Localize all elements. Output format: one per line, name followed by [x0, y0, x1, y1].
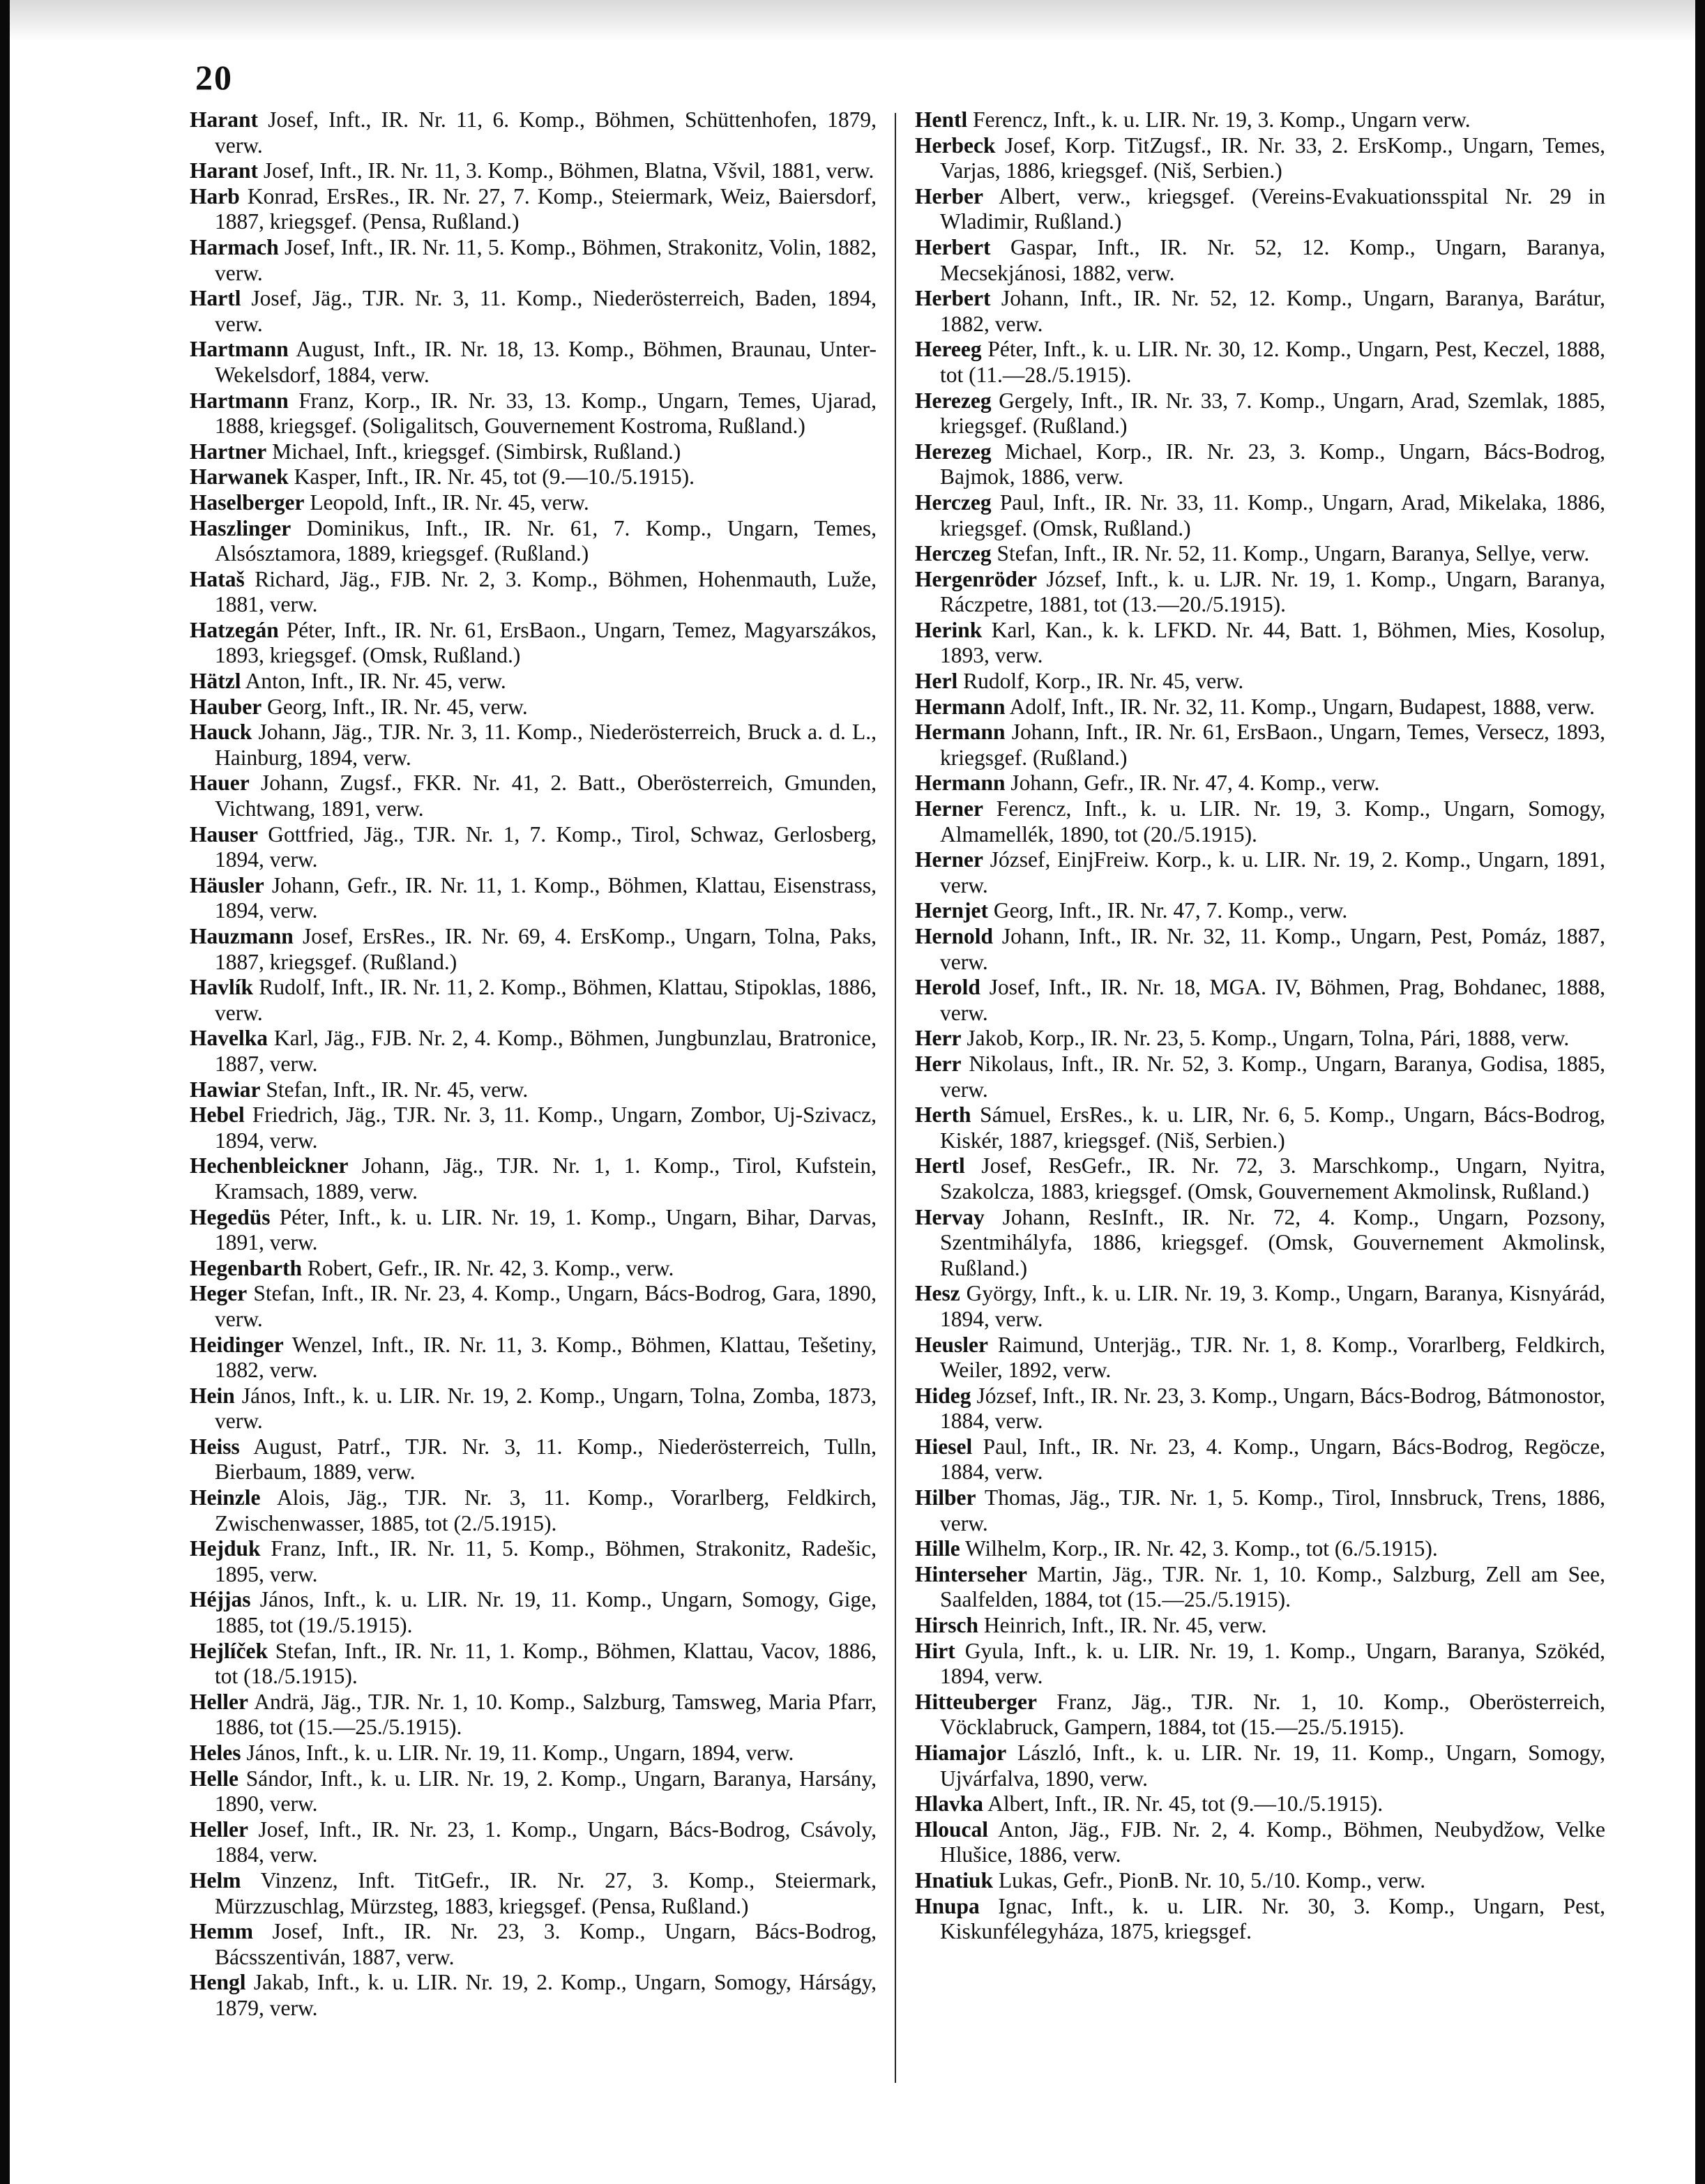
entry-details: Josef, Inft., IR. Nr. 23, 3. Komp., Ungarn, Bács-Bodrog, Bácsszentiván, 1887, verw.	[215, 1919, 877, 1969]
casualty-entry	[190, 1077, 877, 1103]
entry-surname: Hengl	[190, 1970, 246, 1995]
entry-surname: Hiesel	[915, 1434, 973, 1459]
entry-surname: Herezeg	[915, 439, 992, 464]
entry-surname: Hiamajor	[915, 1741, 1007, 1765]
entry-surname: Herczeg	[915, 541, 992, 566]
entry-surname: Herbert	[915, 286, 991, 311]
casualty-entry	[915, 337, 1605, 388]
entry-surname: Hergenröder	[915, 566, 1037, 591]
entry-details: Thomas, Jäg., TJR. Nr. 1, 5. Komp., Tirol, Innsbruck, Trens, 1886, verw.	[940, 1485, 1605, 1535]
casualty-entry	[190, 1587, 877, 1638]
entry-surname: Havlík	[190, 975, 254, 1000]
casualty-entry	[915, 1485, 1605, 1536]
casualty-entry	[190, 1919, 877, 1970]
casualty-entry	[915, 1102, 1605, 1153]
entry-surname: Hartmann	[190, 337, 289, 362]
entry-surname: Hegenbarth	[190, 1255, 302, 1280]
entry-surname: Hinterseher	[915, 1561, 1027, 1586]
entry-details: Rudolf, Inft., IR. Nr. 11, 2. Komp., Böhmen, Klattau, Stipoklas, 1886, verw.	[215, 975, 877, 1025]
casualty-entry	[190, 1102, 877, 1153]
entry-details: Franz, Inft., IR. Nr. 11, 5. Komp., Böhmen, Strakonitz, Radešic, 1895, verw.	[215, 1536, 877, 1586]
entry-details: Richard, Jäg., FJB. Nr. 2, 3. Komp., Böhmen, Hohenmauth, Luže, 1881, verw.	[215, 566, 877, 617]
entry-surname: Hertl	[915, 1153, 965, 1178]
entry-surname: Hnupa	[915, 1893, 980, 1918]
entry-details: Georg, Inft., IR. Nr. 45, verw.	[262, 694, 528, 719]
entry-details: Michael, Inft., kriegsgef. (Simbirsk, Rußland.)	[266, 439, 681, 464]
casualty-entry	[915, 771, 1605, 796]
entry-surname: Hartmann	[190, 388, 289, 413]
entry-surname: Hermann	[915, 694, 1006, 719]
entry-surname: Harmach	[190, 234, 279, 259]
entry-details: László, Inft., k. u. LIR. Nr. 19, 11. Komp., Ungarn, Somogy, Ujvárfalva, 1890, verw.	[940, 1741, 1605, 1791]
casualty-entry	[915, 924, 1605, 975]
casualty-entry	[190, 771, 877, 821]
casualty-entry	[190, 107, 877, 158]
casualty-entry	[190, 158, 877, 184]
casualty-entry	[190, 184, 877, 235]
entry-details: Wenzel, Inft., IR. Nr. 11, 3. Komp., Böhmen, Klattau, Tešetiny, 1882, verw.	[215, 1332, 877, 1383]
casualty-entry	[190, 1153, 877, 1204]
casualty-entry	[190, 975, 877, 1026]
right-column	[915, 107, 1605, 1945]
casualty-entry	[915, 898, 1605, 924]
entry-surname: Herold	[915, 975, 980, 1000]
casualty-entry	[190, 1205, 877, 1256]
entry-surname: Hauck	[190, 720, 252, 745]
casualty-entry	[915, 439, 1605, 490]
casualty-entry	[190, 1434, 877, 1485]
casualty-entry	[190, 516, 877, 567]
casualty-entry	[190, 1741, 877, 1766]
entry-surname: Heiss	[190, 1434, 240, 1459]
entry-details: Lukas, Gefr., PionB. Nr. 10, 5./10. Komp., verw.	[993, 1867, 1426, 1893]
entry-surname: Heidinger	[190, 1332, 284, 1357]
entry-details: János, Inft., k. u. LIR. Nr. 19, 2. Komp., Ungarn, Tolna, Zomba, 1873, verw.	[215, 1383, 877, 1434]
entry-details: József, Inft., IR. Nr. 23, 3. Komp., Ungarn, Bács-Bodrog, Bátmonostor, 1884, verw.	[940, 1383, 1605, 1434]
casualty-entry	[190, 235, 877, 286]
entry-surname: Helm	[190, 1867, 241, 1893]
casualty-entry	[915, 184, 1605, 235]
entry-details: Péter, Inft., k. u. LIR. Nr. 30, 12. Komp., Ungarn, Pest, Keczel, 1888, tot (11.—28./5.1915).	[940, 337, 1605, 387]
entry-details: August, Patrf., TJR. Nr. 3, 11. Komp., Niederösterreich, Tulln, Bierbaum, 1889, verw.	[215, 1434, 877, 1485]
entry-details: Paul, Inft., IR. Nr. 23, 4. Komp., Ungarn, Bács-Bodrog, Regöcze, 1884, verw.	[940, 1434, 1605, 1485]
entry-details: Paul, Inft., IR. Nr. 33, 11. Komp., Ungarn, Arad, Mikelaka, 1886, kriegsgef. (Omsk, Rußland.)	[940, 490, 1605, 540]
entry-details: Johann, Jäg., TJR. Nr. 3, 11. Komp., Niederösterreich, Bruck a. d. L., Hainburg, 1894, verw.	[215, 720, 877, 770]
entry-surname: Harwanek	[190, 464, 289, 490]
casualty-entry	[915, 796, 1605, 847]
entry-details: Heinrich, Inft., IR. Nr. 45, verw.	[978, 1613, 1267, 1638]
entry-details: Robert, Gefr., IR. Nr. 42, 3. Komp., verw.	[302, 1255, 674, 1280]
entry-details: Karl, Kan., k. k. LFKD. Nr. 44, Batt. 1, Böhmen, Mies, Kosolup, 1893, verw.	[940, 617, 1605, 668]
entry-surname: Helle	[190, 1766, 238, 1791]
casualty-entry	[190, 1970, 877, 2021]
casualty-entry	[915, 1562, 1605, 1613]
entry-surname: Hätzl	[190, 669, 241, 694]
entry-surname: Hauzmann	[190, 924, 294, 948]
entry-surname: Heller	[190, 1817, 248, 1842]
casualty-entry	[190, 1256, 877, 1282]
entry-details: Jakob, Korp., IR. Nr. 23, 5. Komp., Ungarn, Tolna, Pári, 1888, verw.	[961, 1026, 1570, 1051]
casualty-entry	[190, 618, 877, 669]
entry-surname: Herr	[915, 1051, 962, 1076]
entry-surname: Hein	[190, 1383, 235, 1408]
entry-details: János, Inft., k. u. LIR. Nr. 19, 11. Komp., Ungarn, Somogy, Gige, 1885, tot (19./5.1915).	[215, 1587, 877, 1638]
casualty-entry	[915, 1026, 1605, 1052]
casualty-entry	[915, 1383, 1605, 1434]
entry-details: Johann, Inft., IR. Nr. 32, 11. Komp., Ungarn, Pest, Pomáz, 1887, verw.	[940, 924, 1605, 974]
entry-details: Ignac, Inft., k. u. LIR. Nr. 30, 3. Komp., Ungarn, Pest, Kiskunfélegyháza, 1875, kriegsgef.	[940, 1893, 1605, 1944]
entry-surname: Herber	[915, 183, 983, 208]
entry-surname: Hartner	[190, 439, 267, 464]
entry-details: Stefan, Inft., IR. Nr. 52, 11. Komp., Ungarn, Baranya, Sellye, verw.	[991, 541, 1590, 566]
page-number: 20	[195, 58, 233, 97]
entry-surname: Hejlíček	[190, 1638, 268, 1663]
entry-details: Wilhelm, Korp., IR. Nr. 42, 3. Komp., tot (6./5.1915).	[960, 1536, 1438, 1561]
scan-edge-left	[0, 0, 10, 2184]
entry-details: Gergely, Inft., IR. Nr. 33, 7. Komp., Ungarn, Arad, Szemlak, 1885, kriegsgef. (Rußland.)	[940, 388, 1605, 439]
entry-surname: Hentl	[915, 107, 968, 132]
entry-details: Péter, Inft., IR. Nr. 61, ErsBaon., Ungarn, Temez, Magyarszákos, 1893, kriegsgef. (Omsk, Rußland.)	[215, 617, 877, 668]
entry-surname: Herczeg	[915, 490, 992, 515]
entry-details: Johann, Gefr., IR. Nr. 11, 1. Komp., Böhmen, Klattau, Eisenstrass, 1894, verw.	[215, 872, 877, 923]
entry-surname: Herbeck	[915, 132, 996, 158]
entry-details: Johann, Zugsf., FKR. Nr. 41, 2. Batt., Oberösterreich, Gmunden, Vichtwang, 1891, verw.	[215, 771, 877, 821]
entry-surname: Hirsch	[915, 1613, 978, 1638]
casualty-entry	[915, 720, 1605, 771]
casualty-entry	[190, 388, 877, 439]
entry-surname: Héjjas	[190, 1587, 251, 1612]
entry-surname: Hataš	[190, 566, 245, 591]
entry-details: Karl, Jäg., FJB. Nr. 2, 4. Komp., Böhmen, Jungbunzlau, Bratronice, 1887, verw.	[215, 1026, 877, 1076]
casualty-entry	[190, 669, 877, 695]
entry-surname: Herink	[915, 617, 983, 642]
casualty-entry	[190, 873, 877, 924]
casualty-entry	[915, 1153, 1605, 1204]
entry-surname: Herth	[915, 1102, 971, 1128]
casualty-entry	[915, 235, 1605, 286]
entry-surname: Heinzle	[190, 1485, 261, 1510]
entry-surname: Hirt	[915, 1638, 955, 1663]
entry-details: Sándor, Inft., k. u. LIR. Nr. 19, 2. Komp., Ungarn, Baranya, Harsány, 1890, verw.	[215, 1766, 877, 1817]
casualty-entry	[190, 720, 877, 771]
entry-surname: Havelka	[190, 1026, 268, 1051]
casualty-entry	[915, 490, 1605, 541]
casualty-entry	[190, 924, 877, 975]
casualty-entry	[915, 1690, 1605, 1741]
entry-surname: Heger	[190, 1281, 248, 1306]
entry-details: Gyula, Inft., k. u. LIR. Nr. 19, 1. Komp., Ungarn, Baranya, Szökéd, 1894, verw.	[940, 1638, 1605, 1689]
entry-details: Josef, Jäg., TJR. Nr. 3, 11. Komp., Niederösterreich, Baden, 1894, verw.	[215, 286, 877, 336]
entry-surname: Hlavka	[915, 1791, 984, 1817]
entry-surname: Herezeg	[915, 388, 992, 413]
casualty-entry	[190, 286, 877, 337]
entry-surname: Hebel	[190, 1102, 245, 1128]
entry-details: Alois, Jäg., TJR. Nr. 3, 11. Komp., Vorarlberg, Feldkirch, Zwischenwasser, 1885, tot (2./5.1915).	[215, 1485, 877, 1535]
left-column	[190, 107, 877, 2022]
entry-surname: Haszlinger	[190, 515, 291, 540]
entry-details: Josef, Inft., IR. Nr. 11, 3. Komp., Böhmen, Blatna, Všvil, 1881, verw.	[258, 158, 874, 183]
entry-details: Albert, Inft., IR. Nr. 45, tot (9.—10./5.1915).	[983, 1791, 1384, 1817]
casualty-entry	[915, 1205, 1605, 1282]
casualty-entry	[915, 107, 1605, 133]
casualty-entry	[915, 1894, 1605, 1945]
entry-details: Franz, Jäg., TJR. Nr. 1, 10. Komp., Oberösterreich, Vöcklabruck, Gampern, 1884, tot (15.—25./5.1915).	[940, 1689, 1605, 1740]
entry-surname: Hauser	[190, 821, 258, 847]
entry-details: Andrä, Jäg., TJR. Nr. 1, 10. Komp., Salzburg, Tamsweg, Maria Pfarr, 1886, tot (15.—25./5.1915).	[215, 1689, 877, 1740]
entry-surname: Hawiar	[190, 1077, 261, 1102]
entry-surname: Harant	[190, 158, 258, 183]
entry-details: Rudolf, Korp., IR. Nr. 45, verw.	[957, 669, 1244, 694]
entry-details: Ferencz, Inft., k. u. LIR. Nr. 19, 3. Komp., Ungarn, Somogy, Almamellék, 1890, tot (20./5.1915).	[940, 796, 1605, 847]
entry-surname: Hervay	[915, 1204, 985, 1229]
casualty-entry	[915, 1741, 1605, 1791]
entry-surname: Herner	[915, 796, 983, 821]
entry-surname: Herner	[915, 847, 983, 872]
entry-details: Vinzenz, Inft. TitGefr., IR. Nr. 27, 3. Komp., Steiermark, Mürzzuschlag, Mürzsteg, 1883, kriegsgef. (Pensa, Rußland.)	[215, 1867, 877, 1918]
entry-details: Josef, Inft., IR. Nr. 18, MGA. IV, Böhmen, Prag, Bohdanec, 1888, verw.	[940, 975, 1605, 1025]
casualty-entry	[190, 567, 877, 618]
entry-details: Franz, Korp., IR. Nr. 33, 13. Komp., Ungarn, Temes, Ujarad, 1888, kriegsgef. (Soligalitsch, Gouvernement Kostroma, Rußland.)	[215, 388, 877, 439]
entry-details: August, Inft., IR. Nr. 18, 13. Komp., Böhmen, Braunau, Unter-Wekelsdorf, 1884, verw.	[215, 337, 877, 387]
entry-details: Anton, Inft., IR. Nr. 45, verw.	[241, 669, 506, 694]
casualty-entry	[915, 669, 1605, 695]
entry-surname: Hermann	[915, 771, 1006, 796]
casualty-entry	[190, 1766, 877, 1817]
casualty-entry	[915, 133, 1605, 184]
casualty-entry	[190, 1817, 877, 1868]
entry-surname: Hauber	[190, 694, 262, 719]
entry-details: Gaspar, Inft., IR. Nr. 52, 12. Komp., Ungarn, Baranya, Mecsekjánosi, 1882, verw.	[940, 234, 1605, 285]
scan-top-shade	[10, 0, 1695, 42]
entry-details: György, Inft., k. u. LIR. Nr. 19, 3. Komp., Ungarn, Baranya, Kisnyárád, 1894, verw.	[940, 1281, 1605, 1331]
entry-details: Albert, verw., kriegsgef. (Vereins-Evakuationsspital Nr. 29 in Wladimir, Rußland.)	[940, 183, 1605, 234]
casualty-entry	[190, 822, 877, 873]
casualty-entry	[915, 1434, 1605, 1485]
entry-surname: Hatzegán	[190, 617, 279, 642]
entry-surname: Hemm	[190, 1919, 253, 1944]
entry-details: Dominikus, Inft., IR. Nr. 61, 7. Komp., Ungarn, Temes, Alsósztamora, 1889, kriegsgef. (Rußland.)	[215, 515, 877, 566]
entry-details: Josef, Inft., IR. Nr. 11, 5. Komp., Böhmen, Strakonitz, Volin, 1882, verw.	[215, 234, 877, 285]
entry-surname: Hegedüs	[190, 1204, 271, 1229]
entry-details: Johann, Inft., IR. Nr. 52, 12. Komp., Ungarn, Baranya, Barátur, 1882, verw.	[940, 286, 1605, 336]
entry-surname: Haselberger	[190, 490, 305, 515]
casualty-entry	[915, 695, 1605, 720]
casualty-entry	[190, 1690, 877, 1741]
entry-details: Konrad, ErsRes., IR. Nr. 27, 7. Komp., Steiermark, Weiz, Baiersdorf, 1887, kriegsgef. (Pensa, Rußland.)	[215, 183, 877, 234]
casualty-entry	[915, 1868, 1605, 1894]
casualty-entry	[190, 1383, 877, 1434]
entry-details: Josef, Inft., IR. Nr. 11, 6. Komp., Böhmen, Schüttenhofen, 1879, verw.	[215, 107, 877, 158]
entry-details: János, Inft., k. u. LIR. Nr. 19, 11. Komp., Ungarn, 1894, verw.	[241, 1741, 794, 1765]
casualty-entry	[190, 695, 877, 720]
entry-details: Michael, Korp., IR. Nr. 23, 3. Komp., Ungarn, Bács-Bodrog, Bajmok, 1886, verw.	[940, 439, 1605, 490]
entry-surname: Hauer	[190, 771, 250, 796]
casualty-entry	[915, 1536, 1605, 1562]
casualty-entry	[915, 1613, 1605, 1639]
casualty-entry	[190, 1868, 877, 1919]
entry-surname: Hechenbleickner	[190, 1153, 349, 1178]
entry-details: Josef, Korp. TitZugsf., IR. Nr. 33, 2. ErsKomp., Ungarn, Temes, Varjas, 1886, kriegsgef. (Niš, Serbien.)	[940, 132, 1605, 183]
casualty-entry	[190, 439, 877, 465]
casualty-entry	[190, 337, 877, 388]
column-divider	[895, 113, 896, 2083]
entry-surname: Herbert	[915, 234, 991, 259]
entry-surname: Hartl	[190, 286, 241, 311]
casualty-entry	[915, 1639, 1605, 1690]
entry-details: Johann, ResInft., IR. Nr. 72, 4. Komp., Ungarn, Pozsony, Szentmihályfa, 1886, kriegsgef. (Omsk, Gouvernement Akmolinsk, Rußland.)	[940, 1204, 1605, 1280]
entry-surname: Hernold	[915, 924, 994, 948]
entry-details: Jakab, Inft., k. u. LIR. Nr. 19, 2. Komp., Ungarn, Somogy, Hárságy, 1879, verw.	[215, 1970, 877, 2020]
casualty-entry	[915, 975, 1605, 1026]
entry-surname: Herr	[915, 1026, 962, 1051]
entry-details: Josef, ResGefr., IR. Nr. 72, 3. Marschkomp., Ungarn, Nyitra, Szakolcza, 1883, kriegsgef. (Omsk, Gouvernement Akmolinsk, Rußland.)	[940, 1153, 1605, 1204]
casualty-entry	[190, 1536, 877, 1587]
casualty-entry	[915, 567, 1605, 618]
entry-details: Johann, Jäg., TJR. Nr. 1, 1. Komp., Tirol, Kufstein, Kramsach, 1889, verw.	[215, 1153, 877, 1204]
entry-details: Martin, Jäg., TJR. Nr. 1, 10. Komp., Salzburg, Zell am See, Saalfelden, 1884, tot (15.—25./5.1915).	[940, 1561, 1605, 1612]
entry-surname: Hnatiuk	[915, 1867, 994, 1893]
casualty-entry	[190, 1639, 877, 1690]
casualty-entry	[915, 847, 1605, 898]
entry-surname: Harant	[190, 107, 258, 132]
casualty-entry	[915, 388, 1605, 439]
entry-surname: Hejduk	[190, 1536, 261, 1561]
entry-details: Adolf, Inft., IR. Nr. 32, 11. Komp., Ungarn, Budapest, 1888, verw.	[1005, 694, 1595, 719]
entry-surname: Heller	[190, 1689, 248, 1714]
entry-details: Stefan, Inft., IR. Nr. 23, 4. Komp., Ungarn, Bács-Bodrog, Gara, 1890, verw.	[215, 1281, 877, 1331]
casualty-entry	[915, 286, 1605, 337]
entry-surname: Herl	[915, 669, 958, 694]
scan-edge-right	[1695, 0, 1705, 2184]
entry-details: Johann, Inft., IR. Nr. 61, ErsBaon., Ungarn, Temes, Versecz, 1893, kriegsgef. (Rußland.)	[940, 720, 1605, 770]
entry-surname: Hermann	[915, 720, 1006, 745]
entry-surname: Heusler	[915, 1332, 988, 1357]
casualty-entry	[190, 1333, 877, 1383]
entry-details: Stefan, Inft., IR. Nr. 11, 1. Komp., Böhmen, Klattau, Vacov, 1886, tot (18./5.1915).	[215, 1638, 877, 1689]
casualty-entry	[190, 464, 877, 490]
entry-details: Anton, Jäg., FJB. Nr. 2, 4. Komp., Böhmen, Neubydžow, Velke Hlušice, 1886, verw.	[940, 1817, 1605, 1867]
entry-details: Kasper, Inft., IR. Nr. 45, tot (9.—10./5.1915).	[288, 464, 695, 490]
entry-surname: Harb	[190, 183, 240, 208]
casualty-entry	[915, 541, 1605, 567]
entry-details: Péter, Inft., k. u. LIR. Nr. 19, 1. Komp., Ungarn, Bihar, Darvas, 1891, verw.	[215, 1204, 877, 1255]
casualty-entry	[190, 1026, 877, 1077]
entry-details: József, Inft., k. u. LJR. Nr. 19, 1. Komp., Ungarn, Baranya, Ráczpetre, 1881, tot (13.—20./5.1915).	[940, 566, 1605, 617]
casualty-entry	[915, 1333, 1605, 1383]
entry-surname: Hesz	[915, 1281, 960, 1306]
entry-details: József, EinjFreiw. Korp., k. u. LIR. Nr. 19, 2. Komp., Ungarn, 1891, verw.	[940, 847, 1605, 897]
casualty-entry	[915, 1817, 1605, 1868]
entry-surname: Hideg	[915, 1383, 971, 1408]
casualty-entry	[915, 1281, 1605, 1332]
entry-details: Friedrich, Jäg., TJR. Nr. 3, 11. Komp., Ungarn, Zombor, Uj-Szivacz, 1894, verw.	[215, 1102, 877, 1153]
entry-surname: Hilber	[915, 1485, 976, 1510]
entry-details: Sámuel, ErsRes., k. u. LIR, Nr. 6, 5. Komp., Ungarn, Bács-Bodrog, Kiskér, 1887, kriegsgef. (Niš, Serbien.)	[940, 1102, 1605, 1153]
entry-surname: Hille	[915, 1536, 960, 1561]
casualty-entry	[915, 1791, 1605, 1817]
entry-details: Gottfried, Jäg., TJR. Nr. 1, 7. Komp., Tirol, Schwaz, Gerlosberg, 1894, verw.	[215, 821, 877, 872]
entry-surname: Hloucal	[915, 1817, 989, 1842]
casualty-entry	[190, 1485, 877, 1536]
entry-details: Stefan, Inft., IR. Nr. 45, verw.	[260, 1077, 529, 1102]
entry-details: Raimund, Unterjäg., TJR. Nr. 1, 8. Komp., Vorarlberg, Feldkirch, Weiler, 1892, verw.	[940, 1332, 1605, 1383]
entry-details: Josef, Inft., IR. Nr. 23, 1. Komp., Ungarn, Bács-Bodrog, Csávoly, 1884, verw.	[215, 1817, 877, 1867]
entry-surname: Hernjet	[915, 898, 988, 923]
entry-details: Johann, Gefr., IR. Nr. 47, 4. Komp., verw.	[1005, 771, 1380, 796]
casualty-entry	[915, 618, 1605, 669]
entry-surname: Hereeg	[915, 337, 982, 362]
entry-details: Josef, ErsRes., IR. Nr. 69, 4. ErsKomp., Ungarn, Tolna, Paks, 1887, kriegsgef. (Rußland.)	[215, 924, 877, 974]
entry-details: Leopold, Inft., IR. Nr. 45, verw.	[304, 490, 589, 515]
casualty-entry	[190, 1281, 877, 1332]
casualty-entry	[190, 490, 877, 516]
entry-surname: Häusler	[190, 872, 264, 897]
casualty-entry	[915, 1052, 1605, 1102]
entry-details: Nikolaus, Inft., IR. Nr. 52, 3. Komp., Ungarn, Baranya, Godisa, 1885, verw.	[940, 1051, 1605, 1102]
entry-surname: Hitteuberger	[915, 1689, 1037, 1714]
entry-details: Ferencz, Inft., k. u. LIR. Nr. 19, 3. Komp., Ungarn verw.	[967, 107, 1471, 132]
entry-details: Georg, Inft., IR. Nr. 47, 7. Komp., verw.	[987, 898, 1348, 923]
entry-surname: Heles	[190, 1741, 241, 1765]
